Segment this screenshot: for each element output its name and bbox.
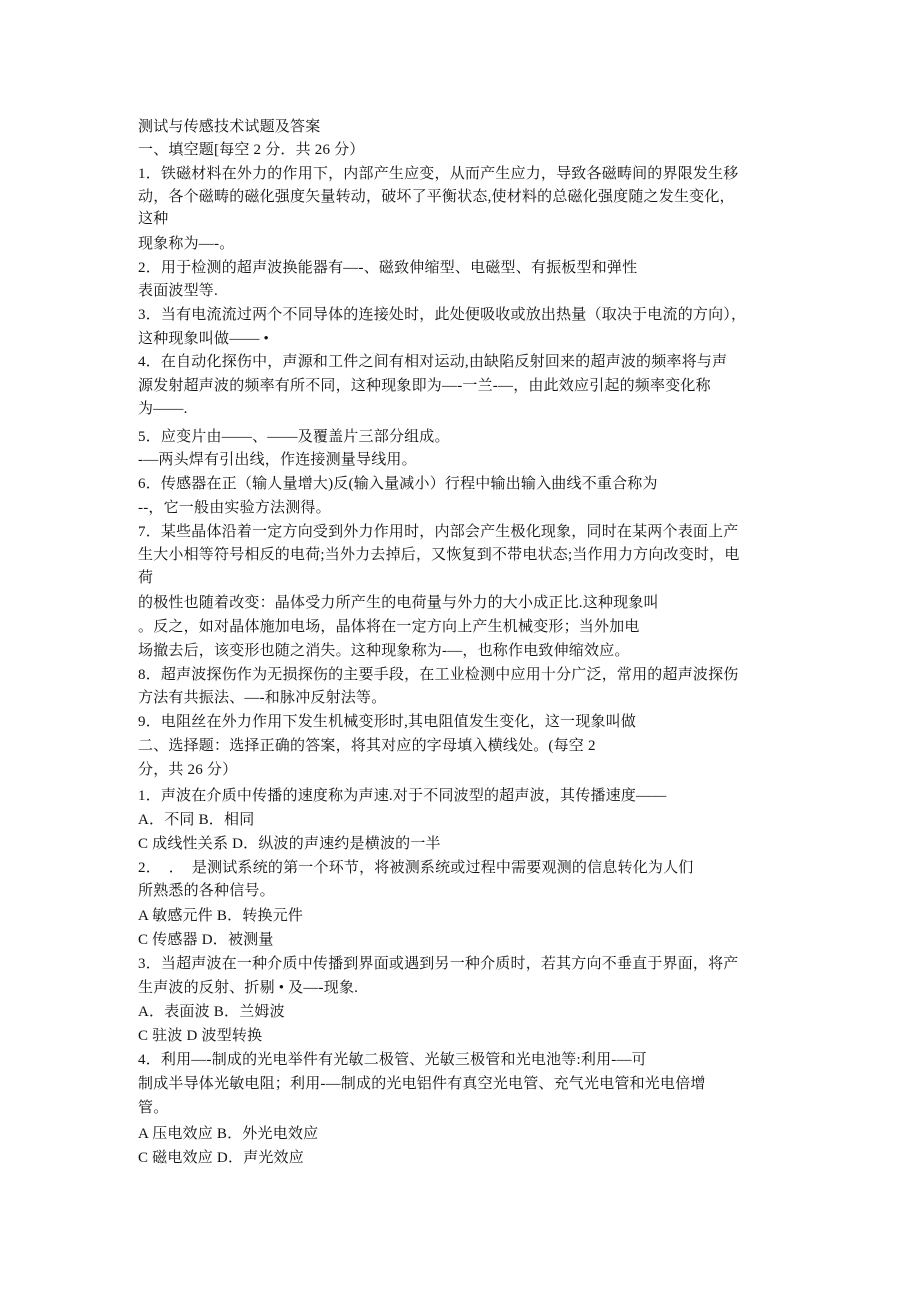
- question-line: 。反之，如对晶体施加电场，晶体将在一定方向上产生机械变形；当外加电: [138, 619, 640, 635]
- question-line: 2． ． 是测试系统的第一个环节，将被测系统或过程中需要观测的信息转化为人们: [138, 860, 694, 876]
- section-heading-choice: 分，共 26 分）: [138, 762, 238, 778]
- question-line: 6．传感器在正（输人量增大)反(输入量减小）行程中输出输入曲线不重合称为: [138, 476, 658, 492]
- question-line: 8．超声波探伤作为无损探伤的主要手段，在工业检测中应用十分广泛，常用的超声波探伤: [138, 667, 739, 683]
- question-line: 所熟悉的各种信号。: [138, 883, 275, 899]
- question-line: --，它一般由实验方法测得。: [138, 500, 331, 516]
- document-title: 测试与传感技术试题及答案: [138, 119, 321, 135]
- question-line: 现象称为—-。: [138, 236, 235, 252]
- question-line: 这种现象叫做—— •: [138, 331, 270, 347]
- question-line: 管。: [138, 1100, 169, 1116]
- question-line: 这种: [138, 211, 169, 227]
- question-line: 动，各个磁畴的磁化强度矢量转动，破坏了平衡状态,使材料的总磁化强度随之发生变化，: [138, 189, 735, 205]
- question-line: 方法有共振法、—-和脉冲反射法等。: [138, 690, 387, 706]
- option-line: A 敏感元件 B．转换元件: [138, 908, 304, 924]
- question-line: 为——.: [138, 401, 188, 417]
- question-line: 生声波的反射、折剔 • 及—-现象.: [138, 980, 359, 996]
- question-line: 7．某些晶体沿着一定方向受到外力作用时，内部会产生极化现象，同时在某两个表面上产: [138, 524, 739, 540]
- question-line: 荷: [138, 570, 154, 586]
- question-line: -—两头焊有引出线，作连接测量导线用。: [138, 452, 417, 468]
- question-line: 3．当超声波在一种介质中传播到界面或遇到另一种介质时，若其方向不垂直于界面，将产: [138, 956, 739, 972]
- option-line: A．表面波 B．兰姆波: [138, 1004, 285, 1020]
- option-line: A 压电效应 B．外光电效应: [138, 1126, 319, 1142]
- question-line: 场撤去后，该变形也随之消失。这种现象称为-—，也称作电致伸缩效应。: [138, 643, 630, 659]
- option-line: C 驻波 D 波型转换: [138, 1028, 263, 1044]
- option-line: A．不同 B．相同: [138, 812, 255, 828]
- question-line: 生大小相等符号相反的电荷;当外力去掉后，又恢复到不带电状态;当作用力方向改变时，电: [138, 547, 740, 563]
- section-heading-choice: 二、选择题：选择正确的答案，将其对应的字母填入横线处。(每空 2: [138, 738, 596, 754]
- option-line: C 成线性关系 D．纵波的声速约是横波的一半: [138, 836, 441, 852]
- question-line: 9．电阻丝在外力作用下发生机械变形时,其电阻值发生变化，这一现象叫做: [138, 714, 637, 730]
- option-line: C 传感器 D．被测量: [138, 932, 274, 948]
- question-line: 5．应变片由——、——及覆盖片三部分组成。: [138, 429, 450, 445]
- question-line: 4．在自动化探伤中，声源和工件之间有相对运动,由缺陷反射回来的超声波的频率将与声: [138, 354, 728, 370]
- question-line: 1．声波在介质中传播的速度称为声速.对于不同波型的超声波，其传播速度——: [138, 788, 667, 804]
- question-line: 的极性也随着改变：晶体受力所产生的电荷量与外力的大小成正比.这种现象叫: [138, 595, 659, 611]
- question-line: 1．铁磁材料在外力的作用下，内部产生应变，从而产生应力，导致各磁畴间的界限发生移: [138, 166, 739, 182]
- question-line: 4．利用—-制成的光电举件有光敏二极管、光敏三极管和光电池等:利用-—可: [138, 1052, 647, 1068]
- option-line: C 磁电效应 D．声光效应: [138, 1150, 304, 1166]
- question-line: 2．用于检测的超声波换能器有—-、磁致伸缩型、电磁型、有振板型和弹性: [138, 260, 638, 276]
- question-line: 源发射超声波的频率有所不同，这种现象即为—-一兰-—，由此效应引起的频率变化称: [138, 378, 711, 394]
- section-heading-fill-in: 一、填空题[每空 2 分．共 26 分）: [138, 142, 365, 158]
- question-line: 3．当有电流流过两个不同导体的连接处时，此处便吸收或放出热量（取决于电流的方向），: [138, 307, 747, 323]
- question-line: 制成半导体光敏电阻；利用-—制成的光电铝件有真空光电管、充气光电管和光电倍增: [138, 1076, 706, 1092]
- question-line: 表面波型等.: [138, 283, 218, 299]
